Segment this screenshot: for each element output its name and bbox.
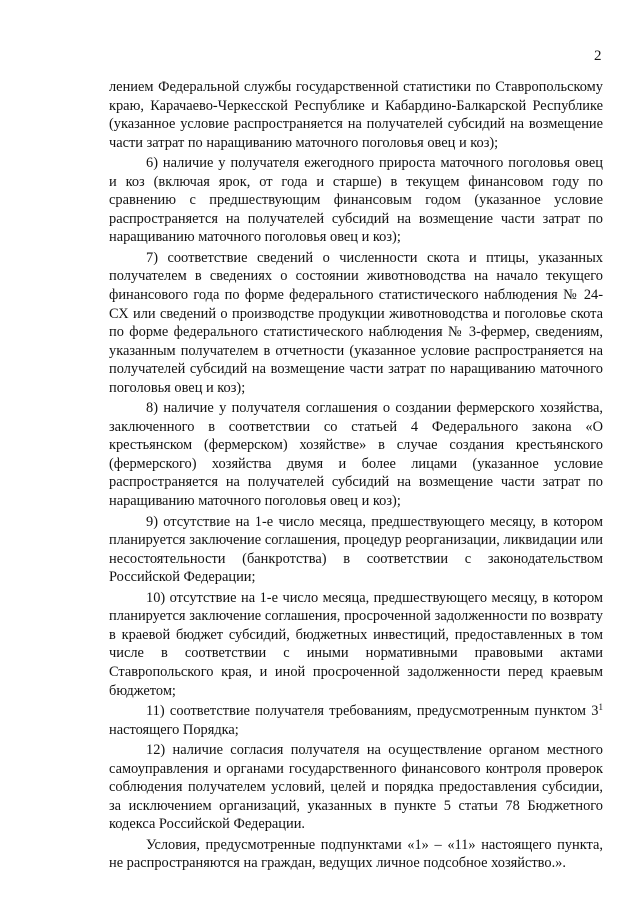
paragraph-item-12: 12) наличие согласия получателя на осуществление органом местного самоуправления и органами государственного финансового контроля проверок соблюдения получателем условий, целей и порядка предоставления субсидии, за исключением организаций, указанных в пункте 5 статьи 78 Бюджетного кодекса Российской Федерации. — [109, 742, 603, 833]
superscript-mark: 1 — [598, 702, 603, 713]
paragraph-item-11-tail: настоящего Порядка; — [109, 721, 239, 738]
paragraph-item-10: 10) отсутствие на 1-е число месяца, предшествующего месяцу, в котором планируется заключение соглашения, просроченной задолженности по возврату в краевой бюджет субсидий, бюджетных инвестиций, предоставленных в том числе в соответствии с иными нормативными правовыми актами Ставропольского края, и иной просроченной задолженности перед краевым бюджетом; — [109, 589, 603, 699]
paragraph-item-11 — [109, 702, 603, 739]
paragraph-item-11-text: 11) соответствие получателя требованиям, предусмотренным пунктом 3 — [146, 703, 599, 720]
paragraph-item-6: 6) наличие у получателя ежегодного прироста маточного поголовья овец и коз (включая ярок, от года и старше) в текущем финансовом году по сравнению с предшествующим финансовым годом (указанное условие распространяется на получателей субсидий на возмещение части затрат по наращиванию маточного поголовья овец и коз); — [109, 155, 603, 246]
paragraph-continuation: лением Федеральной службы государственной статистики по Ставропольскому краю, Карачаево-Черкесской Республике и Кабардино-Балкарской Республике (указанное условие распространяется на получателей субсидий на возмещение части затрат по наращиванию маточного поголовья овец и коз); — [109, 79, 603, 151]
page-number: 2 — [594, 48, 602, 64]
paragraph-item-9: 9) отсутствие на 1-е число месяца, предшествующего месяцу, в котором планируется заключение соглашения, процедур реорганизации, ликвидации или несостоятельности (банкротства) в соответствии с законодательством Российской Федерации; — [109, 513, 603, 586]
paragraph-item-8: 8) наличие у получателя соглашения о создании фермерского хозяйства, заключенного в соответствии со статьей 4 Федерального закона «О крестьянском (фермерском) хозяйстве» в случае создания крестьянского (фермерского) хозяйства двумя и более лицами (указанное условие распространяется на получателей субсидий на возмещение части затрат по наращиванию маточного поголовья овец и коз); — [109, 400, 603, 510]
paragraph-item-7: 7) соответствие сведений о численности скота и птицы, указанных получателем в сведениях о состоянии животноводства на начало текущего финансового года по форме федерального статистического наблюдения № 24-СХ или сведений о производстве продукции животноводства и поголовье скота по форме федерального статистического наблюдения № 3-фермер, сведениям, указанным получателем в отчетности (указанное условие распространяется на получателей субсидий на возмещение части затрат по наращиванию маточного поголовья овец и коз); — [109, 249, 603, 396]
document-body — [109, 78, 603, 873]
paragraph-closing-note: Условия, предусмотренные подпунктами «1» – «11» настоящего пункта, не распространяются на граждан, ведущих личное подсобное хозяйство.». — [109, 836, 603, 872]
